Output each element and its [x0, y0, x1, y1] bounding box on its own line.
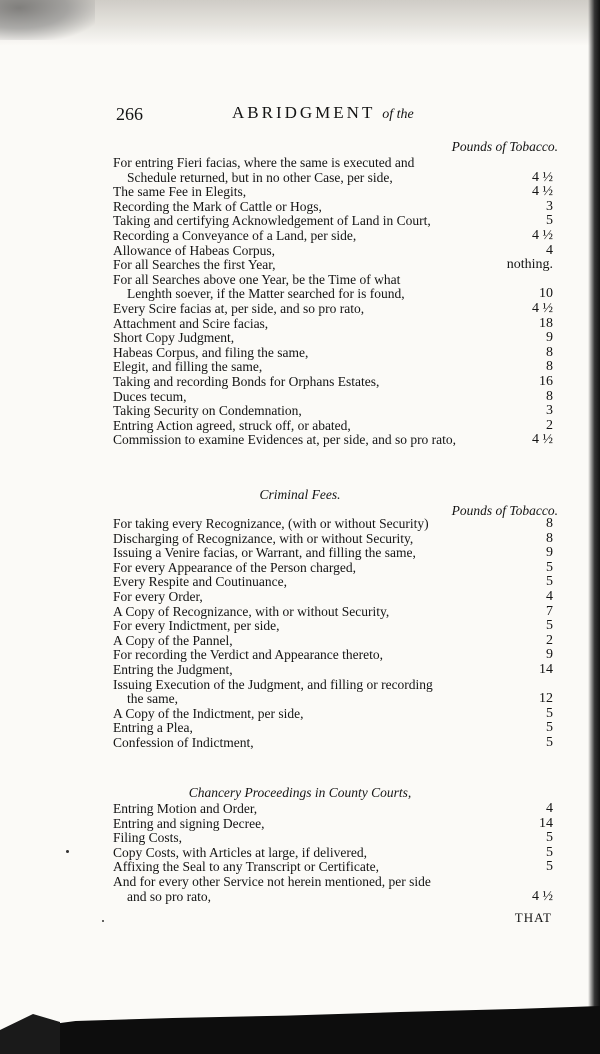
column-header-pounds: Pounds of Tobacco.	[451, 139, 558, 154]
fee-amount: 5	[546, 705, 553, 721]
fee-amount: 16	[539, 373, 553, 389]
fee-label: For recording the Verdict and Appearance thereto,	[113, 647, 384, 663]
fee-row	[113, 663, 553, 678]
fee-amount: 8	[546, 344, 553, 360]
fee-row	[113, 692, 553, 707]
running-head	[232, 103, 414, 123]
fee-amount: nothing.	[506, 257, 553, 273]
fee-label: Entring the Judgment,	[113, 661, 233, 677]
fee-list-criminal	[113, 517, 553, 751]
fee-label: And for every other Service not herein mentioned, per side	[113, 873, 431, 889]
fee-row	[113, 200, 553, 215]
fee-row	[113, 736, 553, 751]
fee-row	[113, 317, 553, 332]
fee-amount: 5	[546, 213, 553, 229]
fee-amount: 4	[546, 801, 553, 816]
fee-amount: 4 ½	[532, 227, 553, 243]
fee-amount: 14	[539, 661, 553, 677]
fee-amount: 14	[539, 815, 553, 831]
fee-amount: 5	[546, 734, 553, 750]
fee-row	[113, 546, 553, 561]
fee-label: For every Order,	[113, 588, 203, 604]
fee-label: Issuing Execution of the Judgment, and filling or recording	[113, 676, 433, 692]
fee-list-chancery	[113, 802, 553, 904]
fee-amount: 4 ½	[532, 169, 553, 185]
fee-label: Taking and certifying Acknowledgement of Land in Court,	[113, 213, 431, 229]
fee-label: For all Searches above one Year, be the Time of what	[113, 271, 401, 287]
fee-row	[113, 331, 553, 346]
fee-row	[113, 171, 553, 186]
fee-row	[113, 532, 553, 547]
fee-row	[113, 648, 553, 663]
fee-row	[113, 860, 553, 875]
fee-label: Taking and recording Bonds for Orphans Estates,	[113, 373, 380, 389]
fee-row	[113, 273, 553, 288]
fee-amount: 18	[539, 315, 553, 331]
scan-bottom-edge	[30, 994, 600, 1054]
fee-list-general	[113, 156, 553, 448]
fee-amount: 5	[546, 559, 553, 575]
fee-label: A Copy of the Pannel,	[113, 632, 233, 648]
fee-amount: 5	[546, 574, 553, 590]
fee-amount: 4	[546, 242, 553, 258]
scan-right-edge	[588, 0, 600, 1054]
fee-amount: 12	[539, 691, 553, 707]
fee-label: Copy Costs, with Articles at large, if delivered,	[113, 844, 367, 860]
fee-label: Schedule returned, but in no other Case, per side,	[127, 169, 393, 185]
fee-row	[113, 404, 553, 419]
fee-row	[113, 302, 553, 317]
fee-row	[113, 590, 553, 605]
fee-amount: 8	[546, 359, 553, 375]
catchword: THAT	[514, 910, 552, 925]
fee-row	[113, 875, 553, 890]
fee-label: For all Searches the first Year,	[113, 257, 276, 273]
fee-label: Short Copy Judgment,	[113, 330, 235, 346]
fee-label: Commission to examine Evidences at, per side, and so pro rato,	[113, 432, 457, 448]
fee-amount: 3	[546, 403, 553, 419]
fee-row	[113, 678, 553, 693]
fee-label: A Copy of Recognizance, with or without Security,	[113, 603, 390, 619]
fee-amount: 5	[546, 830, 553, 846]
fee-row	[113, 707, 553, 722]
fee-row	[113, 817, 553, 832]
fee-label: Discharging of Recognizance, with or without Security,	[113, 530, 414, 546]
fee-label: For every Indictment, per side,	[113, 618, 280, 634]
fee-row	[113, 433, 553, 448]
fee-amount: 5	[546, 844, 553, 860]
fee-amount: 10	[539, 286, 553, 302]
fee-label: For entring Fieri facias, where the same is executed and	[113, 155, 415, 170]
section-title-chancery: Chancery Proceedings in County Courts,	[188, 785, 412, 800]
fee-label: Habeas Corpus, and filing the same,	[113, 344, 309, 360]
fee-amount: 2	[546, 632, 553, 648]
fee-amount: 4 ½	[532, 184, 553, 200]
fee-row	[113, 229, 553, 244]
fee-row	[113, 214, 553, 229]
fee-label: Taking Security on Condemnation,	[113, 403, 302, 419]
fee-amount: 3	[546, 198, 553, 214]
ink-speck	[102, 920, 104, 922]
scan-corner-smudge	[0, 0, 95, 40]
fee-amount: 7	[546, 603, 553, 619]
fee-label: Allowance of Habeas Corpus,	[113, 242, 275, 258]
fee-row	[113, 634, 553, 649]
fee-row	[113, 561, 553, 576]
section-title-criminal-fees: Criminal Fees.	[259, 487, 341, 502]
fee-row	[113, 605, 553, 620]
fee-label: Filing Costs,	[113, 830, 183, 846]
fee-amount: 4 ½	[532, 432, 553, 448]
fee-label: Recording the Mark of Cattle or Hogs,	[113, 198, 322, 214]
fee-amount: 5	[546, 618, 553, 634]
fee-label: Lenghth soever, if the Matter searched for is found,	[127, 286, 405, 302]
fee-amount: 9	[546, 647, 553, 663]
fee-amount: 8	[546, 388, 553, 404]
fee-row	[113, 831, 553, 846]
fee-label: A Copy of the Indictment, per side,	[113, 705, 304, 721]
fee-row	[113, 619, 553, 634]
page-number: 266	[116, 104, 143, 124]
fee-row	[113, 156, 553, 171]
fee-label: Duces tecum,	[113, 388, 187, 404]
fee-row	[113, 846, 553, 861]
fee-label: Elegit, and filling the same,	[113, 359, 263, 375]
fee-row	[113, 890, 553, 905]
fee-label: Attachment and Scire facias,	[113, 315, 269, 331]
fee-label: Recording a Conveyance of a Land, per side,	[113, 227, 357, 243]
fee-label: Entring Action agreed, struck off, or abated,	[113, 417, 351, 433]
fee-label: and so pro rato,	[127, 888, 211, 904]
fee-label: Affixing the Seal to any Transcript or Certificate,	[113, 859, 379, 875]
fee-amount: 4	[546, 588, 553, 604]
fee-label: Every Respite and Coutinuance,	[113, 574, 287, 590]
fee-row	[113, 390, 553, 405]
fee-row	[113, 517, 553, 532]
fee-label: Entring Motion and Order,	[113, 801, 258, 816]
fee-amount: 8	[546, 516, 553, 531]
fee-row	[113, 185, 553, 200]
fee-row	[113, 575, 553, 590]
fee-label: The same Fee in Elegits,	[113, 184, 247, 200]
fee-row	[113, 375, 553, 390]
fee-amount: 8	[546, 530, 553, 546]
fee-amount: 5	[546, 720, 553, 736]
fee-label: the same,	[127, 691, 178, 707]
fee-amount: 9	[546, 330, 553, 346]
fee-label: Confession of Indictment,	[113, 734, 254, 750]
fee-label: Entring a Plea,	[113, 720, 193, 736]
fee-amount: 4 ½	[532, 300, 553, 316]
fee-row	[113, 258, 553, 273]
fee-label: Entring and signing Decree,	[113, 815, 265, 831]
fee-label: For taking every Recognizance, (with or without Security)	[113, 516, 429, 531]
fee-amount: 9	[546, 545, 553, 561]
fee-amount: 5	[546, 859, 553, 875]
fee-row	[113, 721, 553, 736]
fee-row	[113, 419, 553, 434]
fee-row	[113, 360, 553, 375]
fee-label: Every Scire facias at, per side, and so pro rato,	[113, 300, 365, 316]
fee-row	[113, 244, 553, 259]
fee-amount: 4 ½	[532, 888, 553, 904]
running-head-main: ABRIDGMENT	[232, 103, 376, 122]
fee-row	[113, 802, 553, 817]
fee-row	[113, 346, 553, 361]
scan-bottom-left-edge	[0, 1014, 60, 1054]
fee-row	[113, 287, 553, 302]
fee-amount: 2	[546, 417, 553, 433]
fee-label: Issuing a Venire facias, or Warrant, and filling the same,	[113, 545, 416, 561]
fee-label: For every Appearance of the Person charged,	[113, 559, 357, 575]
running-head-tail: of the	[382, 107, 414, 122]
ink-speck	[66, 850, 69, 853]
column-header-pounds-criminal: Pounds of Tobacco.	[451, 503, 558, 518]
